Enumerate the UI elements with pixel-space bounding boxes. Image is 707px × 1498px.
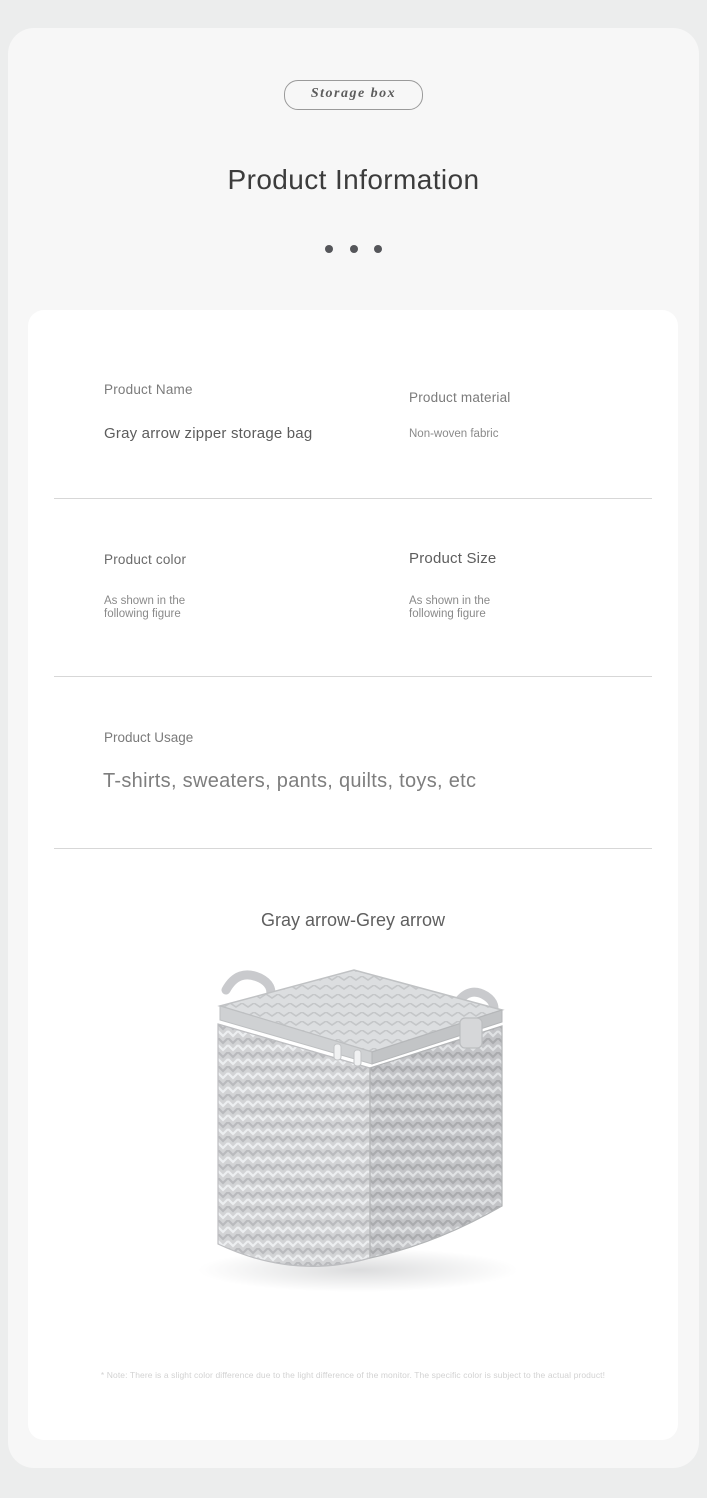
spec-label-product-material: Product material bbox=[409, 390, 511, 405]
spec-panel bbox=[28, 310, 678, 1440]
spec-label-product-color: Product color bbox=[104, 552, 187, 567]
dot-icon bbox=[325, 245, 333, 253]
spec-value-product-material: Non-woven fabric bbox=[409, 428, 499, 440]
divider bbox=[54, 848, 652, 849]
page-title: Product Information bbox=[227, 164, 480, 195]
spec-value-product-usage: T-shirts, sweaters, pants, quilts, toys, etc bbox=[103, 770, 477, 792]
dots-decoration bbox=[0, 240, 707, 258]
divider bbox=[54, 676, 652, 677]
spec-label-product-size: Product Size bbox=[409, 550, 497, 567]
spec-value-product-size: As shown in the following figure bbox=[409, 595, 491, 621]
dot-icon bbox=[350, 245, 358, 253]
dot-icon bbox=[374, 245, 382, 253]
spec-value-product-name: Gray arrow zipper storage bag bbox=[104, 425, 313, 442]
color-difference-note: * Note: There is a slight color difference due to the light difference of the monitor. The specific color is subject to the actual product! bbox=[100, 1370, 606, 1380]
storage-box-badge: Storage box bbox=[284, 80, 423, 110]
spec-value-product-color: As shown in the following figure bbox=[104, 595, 186, 621]
divider bbox=[54, 498, 652, 499]
spec-label-product-usage: Product Usage bbox=[104, 730, 194, 745]
product-image bbox=[158, 940, 548, 1310]
variant-title: Gray arrow-Grey arrow bbox=[260, 910, 446, 930]
badge-container bbox=[0, 80, 707, 110]
spec-label-product-name: Product Name bbox=[104, 382, 193, 397]
